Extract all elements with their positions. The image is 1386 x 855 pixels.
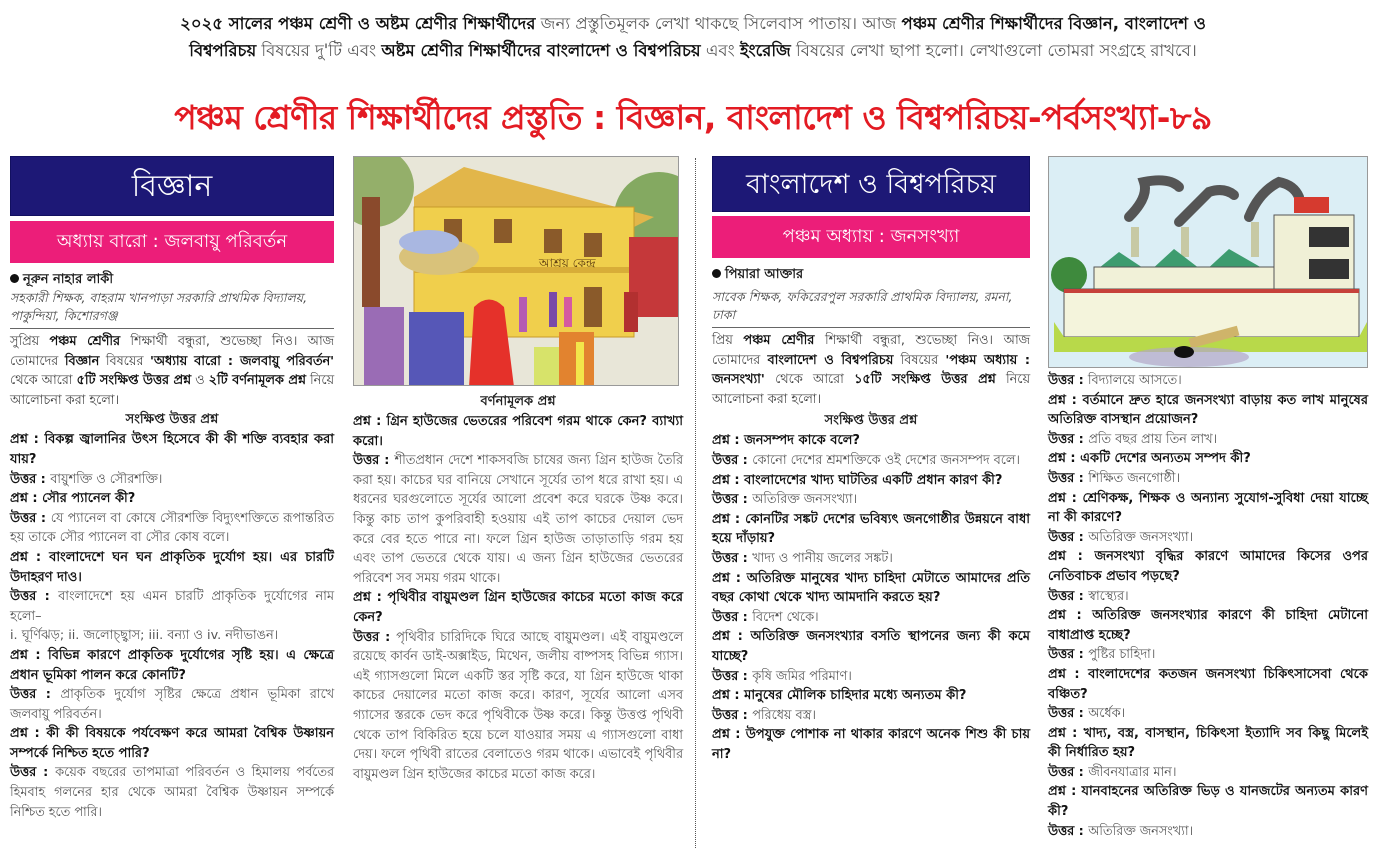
question: প্রশ্ন : বিকল্প জ্বালানির উৎস হিসেবে কী কী শক্তি ব্যবহার করা যায়? xyxy=(10,432,334,467)
bold-text-run: পঞ্চম শ্রেণীর শিক্ষার্থীদের বিজ্ঞান, বাংলাদেশ ও xyxy=(901,14,1206,33)
bullet-icon xyxy=(712,269,721,278)
bgs-author-name: পিয়ারা আক্তার xyxy=(725,267,804,282)
answer: উত্তর : অতিরিক্ত জনসংখ্যা। xyxy=(712,492,858,508)
factory-pollution-image xyxy=(1049,157,1368,368)
answer-list: i. ঘূর্ণিঝড়; ii. জলোচ্ছ্বাস; iii. বন্যা ও iv. নদীভাঙন। xyxy=(10,628,279,644)
text-run: জন্য প্রস্তুতিমূলক লেখা থাকছে সিলেবাস পাতায়। আজ xyxy=(535,14,902,33)
bgs-author-affiliation: সাবেক শিক্ষক, ফকিরেরপুল সরকারি প্রাথমিক বিদ্যালয়, রমনা, ঢাকা xyxy=(712,288,1030,328)
science-author xyxy=(10,271,334,289)
intro-banner xyxy=(0,10,1386,64)
bold-text-run: ইংরেজি xyxy=(739,41,791,60)
answer: উত্তর : প্রতি বছর প্রায় তিন লাখ। xyxy=(1048,431,1218,447)
question: প্রশ্ন : উপযুক্ত পোশাক না থাকার কারণে অনেক শিশু কী চায় না? xyxy=(712,727,1030,762)
bold-text-run: ২টি বর্ণনামূলক প্রশ্ন xyxy=(208,373,306,389)
question: প্রশ্ন : কোনটির সঙ্কট দেশের ভবিষ্যৎ জনগোষ্ঠীর উন্নয়নে বাধা হয়ে দাঁড়ায়? xyxy=(712,511,1030,547)
bold-text-run: ৫টি সংক্ষিপ্ত উত্তর প্রশ্ন xyxy=(76,373,192,389)
answer: উত্তর : কোনো দেশের শ্রমশক্তিকে ওই দেশের জনসম্পদ বলে। xyxy=(712,452,1020,468)
science-author-affiliation: সহকারী শিক্ষক, বাহরাম খানপাড়া সরকারি প্রাথমিক বিদ্যালয়, পাকুন্দিয়া, কিশোরগঞ্জ xyxy=(10,289,334,329)
column-divider xyxy=(695,158,696,848)
bold-text-run: ১৫টি সংক্ষিপ্ত উত্তর প্রশ্ন xyxy=(854,372,996,388)
text-run: প্রিয় xyxy=(712,333,744,348)
answer: উত্তর : পুষ্টির চাহিদা। xyxy=(1048,647,1156,663)
intro-line-1 xyxy=(0,10,1386,37)
bgs-qa-list-part1 xyxy=(712,431,1030,764)
bgs-intro-paragraph xyxy=(712,331,1030,409)
bold-text-run: বাংলাদেশ ও বিশ্বপরিচয় xyxy=(767,352,894,368)
answer: উত্তর : পরিধেয় বস্ত্র। xyxy=(712,707,816,723)
question: প্রশ্ন : বাংলাদেশে ঘন ঘন প্রাকৃতিক দুর্যোগ হয়। এর চারটি উদাহরণ দাও। xyxy=(10,549,334,585)
question: প্রশ্ন : গ্রিন হাউজের ভেতরের পরিবেশ গরম থাকে কেন? ব্যাখ্যা করো। xyxy=(353,414,683,449)
question: প্রশ্ন : শ্রেণিকক্ষ, শিক্ষক ও অন্যান্য সুযোগ-সুবিধা দেয়া যাচ্ছে না কী কারণে? xyxy=(1048,490,1368,526)
text-run: বিষয়ের দু'টি এবং xyxy=(256,41,382,60)
text-run: বিষয়ের xyxy=(893,352,946,368)
answer: উত্তর : জীবনযাত্রার মান। xyxy=(1048,764,1177,780)
question: প্রশ্ন : যানবাহনের অতিরিক্ত ভিড় ও যানজটের অন্যতম কারণ কী? xyxy=(1048,784,1368,820)
bold-text-run: 'পঞ্চম অধ্যায় : জনসংখ্যা' xyxy=(712,352,1031,388)
bgs-short-heading: সংক্ষিপ্ত উত্তর প্রশ্ন xyxy=(824,413,918,429)
answer: উত্তর : খাদ্য ও পানীয় জলের সঙ্কট। xyxy=(712,550,893,566)
question: প্রশ্ন : একটি দেশের অন্যতম সম্পদ কী? xyxy=(1048,451,1251,467)
intro-line-2 xyxy=(0,37,1386,64)
science-author-name: নূরুন নাহার লাকী xyxy=(23,272,114,287)
science-short-qa-list xyxy=(10,430,334,822)
answer: উত্তর : পৃথিবীর চারিদিকে ঘিরে আছে বায়ুমণ্ডল। এই বায়ুমণ্ডলে রয়েছে কার্বন ডাই-অক্সাইড, মিথেন, জলীয় বাষ্পসহ বিভিন্ন গ্যাস। এই গ্যাসগুলো মিলে একটি স্তর সৃষ্টি করে, যা গ্রিন হাউজে থাকা কাচের দেয়ালের মতো কাজ করে। কারণ, সূর্যের আলো এসব গ্যাসের স্তরকে ভেদ করে পৃথিবীকে উষ্ণ করে। কিন্তু উত্তপ্ত পৃথিবী থেকে তাপ বিকিরিত হয়ে চলে যাওয়ার সময় এ গ্যাসগুলো বাধা দেয়। ফলে পৃথিবী রাতের বেলাতেও গরম থাকে। এভাবেই পৃথিবীর বায়ুমণ্ডল গ্রিন হাউজের কাচের মতো কাজ করে। xyxy=(353,629,683,782)
answer: উত্তর : শিক্ষিত জনগোষ্ঠী। xyxy=(1048,470,1181,486)
bold-text-run: অষ্টম শ্রেণীর শিক্ষার্থীদের বাংলাদেশ ও বিশ্বপরিচয় xyxy=(381,41,701,60)
question: প্রশ্ন : খাদ্য, বস্ত্র, বাসস্থান, চিকিৎসা ইত্যাদি সব কিছু মিলেই কী নির্ধারিত হয়? xyxy=(1048,725,1368,761)
question: প্রশ্ন : অতিরিক্ত মানুষের খাদ্য চাহিদা মেটাতে আমাদের প্রতি বছর কোথা থেকে খাদ্য আমদানি করতে হয়? xyxy=(712,570,1030,606)
text-run: নিয়ে আলোচনা করা হলো। xyxy=(712,372,1030,407)
science-chapter-bar: অধ্যায় বারো : জলবায়ু পরিবর্তন xyxy=(10,221,334,263)
question: প্রশ্ন : জনসংখ্যা বৃদ্ধির কারণে আমাদের কিসের ওপর নেতিবাচক প্রভাব পড়ছে? xyxy=(1048,549,1368,584)
question: প্রশ্ন : অতিরিক্ত জনসংখ্যার বসতি স্থাপনের জন্য কী কমে যাচ্ছে? xyxy=(712,629,1030,664)
answer: উত্তর : অতিরিক্ত জনসংখ্যা। xyxy=(1048,823,1194,839)
question: প্রশ্ন : বাংলাদেশের খাদ্য ঘাটতির একটি প্রধান কারণ কী? xyxy=(712,472,1003,488)
bold-text-run: বিশ্বপরিচয় xyxy=(189,41,257,60)
answer: উত্তর : বায়ুশক্তি ও সৌরশক্তি। xyxy=(10,471,163,487)
continued-answer xyxy=(1048,371,1368,391)
science-column xyxy=(10,156,334,822)
answer: উত্তর : অতিরিক্ত জনসংখ্যা। xyxy=(1048,529,1194,545)
science-subject-title: বিজ্ঞান xyxy=(10,156,334,216)
bold-text-run: পঞ্চম শ্রেণীর xyxy=(743,333,815,348)
bgs-continued-column xyxy=(1048,156,1368,841)
bold-text-run: বিজ্ঞান xyxy=(64,353,100,369)
bgs-column xyxy=(712,156,1030,764)
science-descriptive-column xyxy=(353,156,683,784)
bold-text-run: 'অধ্যায় বারো : জলবায়ু পরিবর্তন' xyxy=(150,353,334,369)
answer-label: উত্তর : xyxy=(1048,373,1084,388)
science-intro-paragraph xyxy=(10,332,334,410)
question: প্রশ্ন : বাংলাদেশের কতজন জনসংখ্যা চিকিৎসাসেবা থেকে বঞ্চিত? xyxy=(1048,666,1368,702)
question: প্রশ্ন : অতিরিক্ত জনসংখ্যার কারণে কী চাহিদা মেটানো বাধাপ্রাপ্ত হচ্ছে? xyxy=(1048,608,1368,643)
question: প্রশ্ন : বর্তমানে দ্রুত হারে জনসংখ্যা বাড়ায় কত লাখ মানুষের অতিরিক্ত বাসস্থান প্রয়োজন? xyxy=(1048,392,1368,428)
question: প্রশ্ন : বিভিন্ন কারণে প্রাকৃতিক দুর্যোগের সৃষ্টি হয়। এ ক্ষেত্রে প্রধান ভূমিকা পালন করে কোনটি? xyxy=(10,647,334,683)
science-short-heading: সংক্ষিপ্ত উত্তর প্রশ্ন xyxy=(125,412,219,428)
answer-text: বিদ্যালয়ে আসতে। xyxy=(1087,373,1182,388)
shelter-sign: আশ্রয় কেন্দ্র xyxy=(539,256,596,270)
science-descriptive-heading: বর্ণনামূলক প্রশ্ন xyxy=(480,394,556,409)
answer: উত্তর : বিদেশ থেকে। xyxy=(712,609,819,625)
text-run: শিক্ষার্থী বন্ধুরা, শুভেচ্ছা নিও। আজ তোমাদের xyxy=(712,333,1030,368)
bgs-subject-title: বাংলাদেশ ও বিশ্বপরিচয় xyxy=(712,156,1030,212)
bgs-qa-list-part2 xyxy=(1048,391,1368,842)
text-run: বিষয়ের xyxy=(99,353,151,369)
text-run: নিয়ে আলোচনা করা হলো। xyxy=(10,373,335,408)
bullet-icon xyxy=(10,274,19,283)
answer: উত্তর : প্রাকৃতিক দুর্যোগ সৃষ্টির ক্ষেত্রে প্রধান ভূমিকা রাখে জলবায়ু পরিবর্তন। xyxy=(10,687,334,722)
answer: উত্তর : স্বাস্থ্যের। xyxy=(1048,588,1129,604)
text-run: ও xyxy=(191,373,209,389)
text-run: থেকে আরো xyxy=(10,373,77,389)
answer: উত্তর : অর্ধেক। xyxy=(1048,706,1126,722)
bold-text-run: পঞ্চম শ্রেণীর xyxy=(49,334,121,349)
text-run: সুপ্রিয় xyxy=(10,334,50,349)
question: প্রশ্ন : জনসম্পদ কাকে বলে? xyxy=(712,433,860,449)
science-descriptive-qa-list xyxy=(353,412,683,784)
text-run: বিষয়ের লেখা ছাপা হলো। লেখাগুলো তোমরা সংগ্রহে রাখবে। xyxy=(790,41,1197,60)
bgs-author xyxy=(712,266,1030,284)
factory-illustration xyxy=(1048,156,1368,368)
question: প্রশ্ন : মানুষের মৌলিক চাহিদার মধ্যে অন্যতম কী? xyxy=(712,688,967,704)
text-run: থেকে আরো xyxy=(764,372,855,388)
bold-text-run: ২০২৫ সালের পঞ্চম শ্রেণী ও অষ্টম শ্রেণীর শিক্ষার্থীদের xyxy=(180,14,536,33)
question: প্রশ্ন : সৌর প্যানেল কী? xyxy=(10,491,136,507)
answer: উত্তর : বাংলাদেশে হয় এমন চারটি প্রাকৃতিক দুর্যোগের নাম হলো– xyxy=(10,589,334,624)
question: প্রশ্ন : কী কী বিষয়কে পর্যবেক্ষণ করে আমরা বৈশ্বিক উষ্ণায়ন সম্পর্কে নিশ্চিত হতে পারি? xyxy=(10,726,334,761)
bgs-chapter-bar: পঞ্চম অধ্যায় : জনসংখ্যা xyxy=(712,216,1030,258)
shelter-center-image xyxy=(354,157,679,386)
text-run: শিক্ষার্থী বন্ধুরা, শুভেচ্ছা নিও। আজ তোমাদের xyxy=(10,334,334,369)
answer: উত্তর : যে প্যানেল বা কোষে সৌরশক্তি বিদ্যুৎশক্তিতে রূপান্তরিত হয় তাকে সৌর প্যানেল বা সৌর কোষ বলে। xyxy=(10,510,335,546)
shelter-illustration xyxy=(353,156,679,386)
answer: উত্তর : কয়েক বছরের তাপমাত্রা পরিবর্তন ও হিমালয় পর্বতের হিমবাহ গলনের হার থেকে আমরা বৈশ্বিক উষ্ণায়ন সম্পর্কে নিশ্চিত হতে পারি। xyxy=(10,765,334,820)
question: প্রশ্ন : পৃথিবীর বায়ুমণ্ডল গ্রিন হাউজের কাচের মতো কাজ করে কেন? xyxy=(353,590,683,625)
page-headline: পঞ্চম শ্রেণীর শিক্ষার্থীদের প্রস্তুতি : বিজ্ঞান, বাংলাদেশ ও বিশ্বপরিচয়-পর্বসংখ্যা-৮৯ xyxy=(174,98,1212,137)
text-run: এবং xyxy=(700,41,740,60)
answer: উত্তর : শীতপ্রধান দেশে শাকসবজি চাষের জন্য গ্রিন হাউজ তৈরি করা হয়। কাচের ঘর বানিয়ে সেখানে সূর্যের তাপ ধরে রাখা হয়। এ ধরনের ঘরগুলোতে সূর্যের আলো প্রবেশ করে ঘরকে উষ্ণ করে। কিন্তু কাচ তাপ কুপরিবাহী হওয়ায় এই তাপ কাচের দেয়াল ভেদ করে বের হতে পারে না। ফলে গ্রিন হাউজ তাড়াতাড়ি গরম হয় এবং তাপ ভেতরে থেকে যায়। এ জন্য গ্রিন হাউজের ভেতরের পরিবেশ সব সময় গরম থাকে। xyxy=(353,453,684,586)
answer: উত্তর : কৃষি জমির পরিমাণ। xyxy=(712,668,852,684)
